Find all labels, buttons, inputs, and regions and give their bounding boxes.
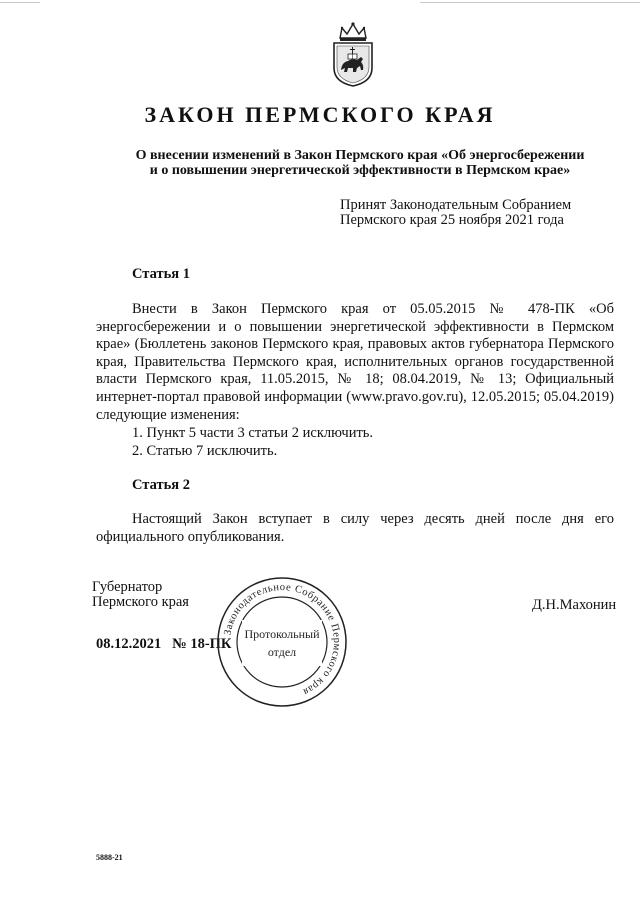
adoption-line-1: Принят Законодательным Собранием xyxy=(340,197,572,213)
article-1-item-1: 1. Пункт 5 части 3 статьи 2 исключить. xyxy=(132,425,374,441)
stamp-center-line-1: Протокольный xyxy=(244,627,320,641)
subtitle-line-1: О внесении изменений в Закон Пермского края «Об энергосбережении xyxy=(135,148,585,163)
article-2-heading: Статья 2 xyxy=(132,477,190,493)
registration-code: 5888-21 xyxy=(96,853,123,862)
scan-edge-line xyxy=(420,2,640,3)
scan-edge-line xyxy=(0,2,40,3)
subtitle-line-2: и о повышении энергетической эффективности в Пермском крае» xyxy=(149,163,571,178)
position-line-1: Губернатор xyxy=(92,579,163,595)
position-line-2: Пермского края xyxy=(92,594,189,610)
adoption-line-2: Пермского края 25 ноября 2021 года xyxy=(340,212,564,228)
stamp-center-line-2: отдел xyxy=(267,645,297,659)
article-2-text: Настоящий Закон вступает в силу через десять дней после дня его официального опубликования. xyxy=(96,511,614,545)
document-subtitle xyxy=(100,148,620,178)
stamp-ring-text: Законодательное Собрание Пермского края xyxy=(222,581,343,698)
article-1-item-2: 2. Статью 7 исключить. xyxy=(132,443,278,459)
perm-krai-emblem-icon xyxy=(330,20,376,88)
article-1-text: Внести в Закон Пермского края от 05.05.2015 № 478-ПК «Об энергосбережении и о повышении энергетической эффективности в Пермском крае» (Бюллетень законов Пермского края, правовых актов губернатора Пермского края, Правительства Пермского края, исполнительных органов государственной власти Пермского края, 11.05.2015, № 18; 08.04.2019, № 13; Официальный интернет-портал правовой информации (www.pravo.gov.ru), 12.05.2015; 05.04.2019) следующие изменения: xyxy=(96,301,614,423)
date-and-number: 08.12.2021 № 18-ПК xyxy=(96,636,232,652)
governor-name: Д.Н.Махонин xyxy=(532,597,617,613)
article-1-heading: Статья 1 xyxy=(132,266,190,282)
protocol-department-stamp xyxy=(214,574,350,710)
document-title: ЗАКОН ПЕРМСКОГО КРАЯ xyxy=(144,102,496,127)
adoption-note xyxy=(340,198,620,228)
governor-position xyxy=(92,580,189,610)
